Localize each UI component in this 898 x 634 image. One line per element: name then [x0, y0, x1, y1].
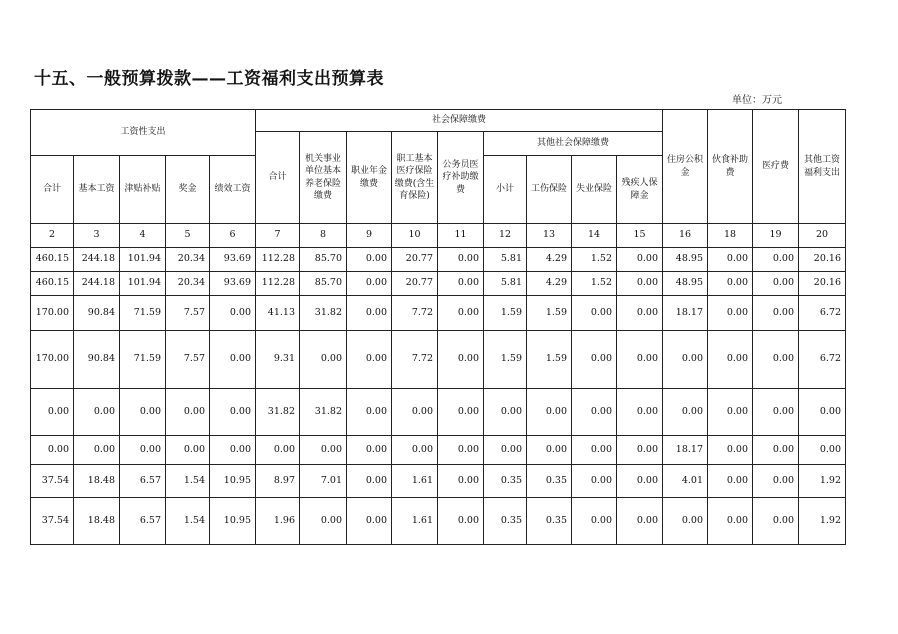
table-cell: 0.00	[166, 436, 210, 465]
table-cell: 0.00	[256, 436, 300, 465]
table-cell: 0.00	[617, 248, 663, 272]
table-cell: 0.00	[708, 436, 753, 465]
header-social-group: 社会保障缴费	[256, 110, 663, 132]
table-cell: 0.00	[617, 272, 663, 296]
header-social-total: 合计	[256, 132, 300, 224]
table-cell: 85.70	[300, 248, 347, 272]
table-cell: 1.54	[166, 465, 210, 498]
column-number: 6	[210, 224, 256, 248]
table-cell: 1.96	[256, 498, 300, 545]
table-cell: 8.97	[256, 465, 300, 498]
table-cell: 1.61	[392, 465, 438, 498]
column-number-row	[31, 224, 846, 248]
table-cell: 93.69	[210, 272, 256, 296]
table-cell: 20.34	[166, 248, 210, 272]
table-cell: 0.00	[347, 296, 392, 331]
table-cell: 20.77	[392, 272, 438, 296]
table-cell: 6.72	[799, 331, 846, 389]
header-medical-insurance: 职工基本医疗保险缴费(含生育保险)	[392, 132, 438, 224]
table-cell: 460.15	[31, 248, 74, 272]
header-wage-total: 合计	[31, 156, 74, 224]
table-row	[31, 498, 846, 545]
table-cell: 0.00	[210, 331, 256, 389]
column-number: 19	[753, 224, 799, 248]
table-cell: 0.00	[438, 498, 484, 545]
header-bonus: 奖金	[166, 156, 210, 224]
column-number: 18	[708, 224, 753, 248]
column-number: 4	[120, 224, 166, 248]
table-cell: 0.00	[120, 389, 166, 436]
table-cell: 0.00	[708, 498, 753, 545]
table-cell: 460.15	[31, 272, 74, 296]
table-cell: 0.00	[438, 436, 484, 465]
header-other-welfare: 其他工资福利支出	[799, 110, 846, 224]
table-cell: 0.35	[484, 465, 527, 498]
unit-label: 单位：万元	[732, 95, 782, 106]
table-cell: 0.00	[753, 436, 799, 465]
column-number: 20	[799, 224, 846, 248]
table-cell: 0.00	[663, 331, 708, 389]
table-cell: 1.61	[392, 498, 438, 545]
table-cell: 93.69	[210, 248, 256, 272]
table-cell: 0.00	[438, 296, 484, 331]
table-cell: 20.34	[166, 272, 210, 296]
table-cell: 0.00	[572, 465, 617, 498]
table-row	[31, 436, 846, 465]
header-other-social-group: 其他社会保障缴费	[484, 132, 663, 156]
table-cell: 31.82	[300, 296, 347, 331]
table-cell: 37.54	[31, 498, 74, 545]
table-cell: 0.35	[484, 498, 527, 545]
table-cell: 1.52	[572, 272, 617, 296]
header-allowance: 津贴补贴	[120, 156, 166, 224]
table-cell: 0.00	[617, 465, 663, 498]
table-cell: 1.59	[484, 331, 527, 389]
column-number: 16	[663, 224, 708, 248]
table-cell: 48.95	[663, 272, 708, 296]
table-cell: 0.00	[392, 436, 438, 465]
table-cell: 0.00	[753, 331, 799, 389]
header-medical-fee: 医疗费	[753, 110, 799, 224]
header-unemployment-insurance: 失业保险	[572, 156, 617, 224]
table-cell: 5.81	[484, 248, 527, 272]
table-row	[31, 389, 846, 436]
table-cell: 1.59	[527, 296, 572, 331]
table-cell: 20.77	[392, 248, 438, 272]
table-cell: 7.72	[392, 296, 438, 331]
table-cell: 0.00	[527, 436, 572, 465]
table-cell: 4.29	[527, 248, 572, 272]
table-cell: 0.00	[438, 465, 484, 498]
table-cell: 71.59	[120, 296, 166, 331]
table-cell: 6.57	[120, 465, 166, 498]
table-cell: 0.35	[527, 465, 572, 498]
table-cell: 0.00	[617, 296, 663, 331]
table-cell: 1.54	[166, 498, 210, 545]
table-cell: 85.70	[300, 272, 347, 296]
table-cell: 0.00	[572, 331, 617, 389]
table-cell: 31.82	[300, 389, 347, 436]
table-cell: 0.00	[753, 296, 799, 331]
table-cell: 37.54	[31, 465, 74, 498]
table-cell: 0.00	[300, 436, 347, 465]
table-cell: 9.31	[256, 331, 300, 389]
table-cell: 10.95	[210, 465, 256, 498]
table-cell: 0.00	[347, 436, 392, 465]
table-cell: 101.94	[120, 248, 166, 272]
table-cell: 4.29	[527, 272, 572, 296]
table-cell: 0.00	[753, 248, 799, 272]
table-cell: 0.00	[617, 498, 663, 545]
table-cell: 0.00	[120, 436, 166, 465]
table-cell: 0.00	[484, 436, 527, 465]
table-cell: 0.00	[663, 498, 708, 545]
table-cell: 0.00	[74, 436, 120, 465]
header-subtotal: 小计	[484, 156, 527, 224]
table-cell: 112.28	[256, 248, 300, 272]
table-cell: 0.00	[347, 272, 392, 296]
table-cell: 0.00	[347, 498, 392, 545]
column-number: 2	[31, 224, 74, 248]
table-cell: 18.17	[663, 296, 708, 331]
table-cell: 18.17	[663, 436, 708, 465]
table-cell: 1.52	[572, 248, 617, 272]
table-cell: 0.00	[438, 272, 484, 296]
header-wage-group: 工资性支出	[31, 110, 256, 156]
table-cell: 0.00	[210, 296, 256, 331]
table-cell: 0.00	[31, 436, 74, 465]
table-cell: 7.01	[300, 465, 347, 498]
table-cell: 0.00	[617, 389, 663, 436]
table-cell: 0.00	[210, 389, 256, 436]
table-row	[31, 331, 846, 389]
column-number: 5	[166, 224, 210, 248]
table-cell: 20.16	[799, 248, 846, 272]
table-cell: 0.00	[753, 389, 799, 436]
table-row	[31, 296, 846, 331]
table-cell: 7.72	[392, 331, 438, 389]
page-title: 十五、一般预算拨款——工资福利支出预算表	[34, 69, 384, 89]
table-cell: 5.81	[484, 272, 527, 296]
column-number: 12	[484, 224, 527, 248]
table-row	[31, 465, 846, 498]
table-cell: 0.00	[166, 389, 210, 436]
table-cell: 0.00	[708, 389, 753, 436]
column-number: 15	[617, 224, 663, 248]
table-cell: 18.48	[74, 465, 120, 498]
table-cell: 6.57	[120, 498, 166, 545]
column-number: 9	[347, 224, 392, 248]
table-cell: 1.92	[799, 498, 846, 545]
header-meal-subsidy: 伙食补助费	[708, 110, 753, 224]
table-cell: 1.59	[527, 331, 572, 389]
table-cell: 41.13	[256, 296, 300, 331]
table-cell: 18.48	[74, 498, 120, 545]
table-cell: 0.00	[799, 389, 846, 436]
salary-welfare-budget-table	[30, 109, 846, 545]
table-cell: 0.00	[74, 389, 120, 436]
table-cell: 10.95	[210, 498, 256, 545]
header-housing-fund: 住房公积金	[663, 110, 708, 224]
header-disability-fund: 残疾人保障金	[617, 156, 663, 224]
header-injury-insurance: 工伤保险	[527, 156, 572, 224]
table-cell: 0.00	[708, 296, 753, 331]
table-cell: 0.00	[572, 296, 617, 331]
table-cell: 0.00	[300, 331, 347, 389]
column-number: 13	[527, 224, 572, 248]
table-cell: 0.35	[527, 498, 572, 545]
table-cell: 0.00	[484, 389, 527, 436]
table-cell: 6.72	[799, 296, 846, 331]
column-number: 3	[74, 224, 120, 248]
column-number: 14	[572, 224, 617, 248]
table-cell: 71.59	[120, 331, 166, 389]
table-cell: 0.00	[617, 436, 663, 465]
table-cell: 0.00	[438, 331, 484, 389]
table-cell: 1.59	[484, 296, 527, 331]
table-cell: 4.01	[663, 465, 708, 498]
header-performance-wage: 绩效工资	[210, 156, 256, 224]
column-number: 11	[438, 224, 484, 248]
table-cell: 112.28	[256, 272, 300, 296]
table-cell: 0.00	[572, 498, 617, 545]
table-cell: 0.00	[708, 331, 753, 389]
table-cell: 170.00	[31, 296, 74, 331]
table-cell: 90.84	[74, 296, 120, 331]
table-cell: 0.00	[753, 465, 799, 498]
table-cell: 0.00	[708, 465, 753, 498]
table-cell: 0.00	[753, 272, 799, 296]
table-cell: 0.00	[708, 248, 753, 272]
table-cell: 0.00	[663, 389, 708, 436]
table-cell: 0.00	[347, 248, 392, 272]
table-cell: 0.00	[300, 498, 347, 545]
table-cell: 0.00	[572, 436, 617, 465]
table-cell: 0.00	[617, 331, 663, 389]
table-cell: 0.00	[31, 389, 74, 436]
table-row	[31, 248, 846, 272]
table-cell: 7.57	[166, 296, 210, 331]
table-cell: 0.00	[753, 498, 799, 545]
column-number: 7	[256, 224, 300, 248]
column-number: 10	[392, 224, 438, 248]
table-cell: 0.00	[210, 436, 256, 465]
table-cell: 90.84	[74, 331, 120, 389]
table-cell: 0.00	[572, 389, 617, 436]
table-cell: 244.18	[74, 248, 120, 272]
table-cell: 0.00	[438, 389, 484, 436]
table-row	[31, 272, 846, 296]
table-cell: 48.95	[663, 248, 708, 272]
table-cell: 0.00	[708, 272, 753, 296]
table-cell: 31.82	[256, 389, 300, 436]
table-cell: 0.00	[527, 389, 572, 436]
table-cell: 0.00	[347, 465, 392, 498]
column-number: 8	[300, 224, 347, 248]
header-basic-wage: 基本工资	[74, 156, 120, 224]
table-cell: 0.00	[347, 389, 392, 436]
table-cell: 0.00	[347, 331, 392, 389]
table-cell: 20.16	[799, 272, 846, 296]
table-cell: 170.00	[31, 331, 74, 389]
table-cell: 7.57	[166, 331, 210, 389]
table-cell: 101.94	[120, 272, 166, 296]
header-annuity: 职业年金缴费	[347, 132, 392, 224]
header-civil-medical: 公务员医疗补助缴费	[438, 132, 484, 224]
header-pension: 机关事业单位基本养老保险缴费	[300, 132, 347, 224]
table-cell: 0.00	[438, 248, 484, 272]
table-cell: 0.00	[392, 389, 438, 436]
table-cell: 244.18	[74, 272, 120, 296]
table-cell: 1.92	[799, 465, 846, 498]
table-cell: 0.00	[799, 436, 846, 465]
